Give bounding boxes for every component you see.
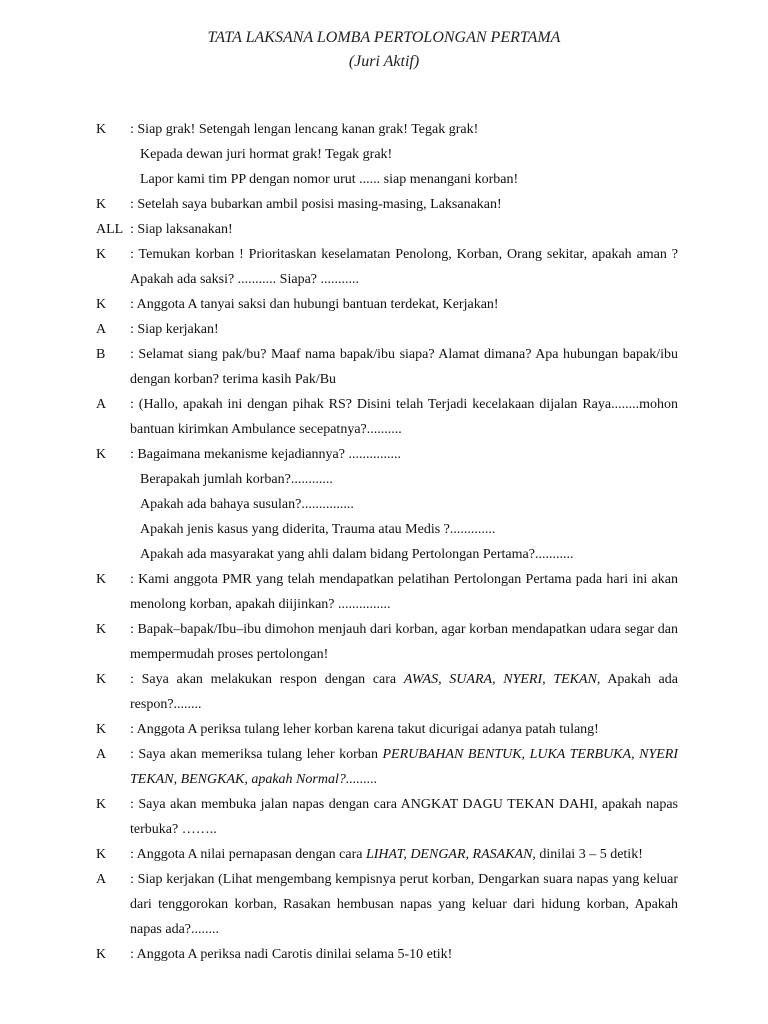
dialogue-line xyxy=(96,467,678,492)
dialogue-text-emphasis: PERUBAHAN BENTUK, LUKA TERBUKA, NYERI TEKAN, BENGKAK, apakah Normal?......... xyxy=(130,747,678,787)
dialogue-text xyxy=(130,792,678,842)
dialogue-line xyxy=(96,317,678,342)
dialogue-line xyxy=(96,842,678,867)
dialogue-text-run: : Temukan korban ! Prioritaskan keselamatan Penolong, Korban, Orang sekitar, apakah aman ? Apakah ada saksi? ........... Siapa? ........... xyxy=(130,247,678,287)
dialogue-line xyxy=(96,742,678,792)
dialogue-line xyxy=(96,492,678,517)
dialogue-text-run: : Anggota A tanyai saksi dan hubungi bantuan terdekat, Kerjakan! xyxy=(130,297,499,312)
dialogue-text xyxy=(130,317,678,342)
dialogue-text xyxy=(130,442,678,467)
dialogue-text xyxy=(130,467,678,492)
dialogue-text xyxy=(130,667,678,717)
dialogue-text-run: : Kami anggota PMR yang telah mendapatkan pelatihan Pertolongan Pertama pada hari ini akan menolong korban, apakah diijinkan? ............... xyxy=(130,572,678,612)
dialogue-text xyxy=(130,342,678,392)
dialogue-text-run: : Setelah saya bubarkan ambil posisi masing-masing, Laksanakan! xyxy=(130,197,502,212)
speaker-label: K xyxy=(96,947,107,962)
dialogue-text xyxy=(130,742,678,792)
dialogue-text xyxy=(130,392,678,442)
document-subtitle: (Juri Aktif) xyxy=(348,53,420,70)
dialogue-text-run: Kepada dewan juri hormat grak! Tegak grak! xyxy=(140,147,393,162)
dialogue-text-emphasis: LIHAT, DENGAR, RASAKAN xyxy=(365,847,533,862)
dialogue-line xyxy=(96,442,678,467)
speaker-label: K xyxy=(96,622,107,637)
dialogue-text-emphasis: AWAS, SUARA, NYERI, TEKAN, xyxy=(403,672,601,687)
dialogue-text-run: : Siap kerjakan (Lihat mengembang kempisnya perut korban, Dengarkan suara napas yang keluar dari tenggorokan korban, Rasakan hembusan napas yang keluar dari hidung korban, Apakah napas ada?........ xyxy=(130,872,678,937)
dialogue-line xyxy=(96,942,678,967)
dialogue-line xyxy=(96,117,678,142)
dialogue-text-run: : (Hallo, apakah ini dengan pihak RS? Disini telah Terjadi kecelakaan dijalan Raya........mohon bantuan kirimkan Ambulance secepatnya?.......... xyxy=(130,397,678,437)
dialogue-text-run: : Bapak–bapak/Ibu–ibu dimohon menjauh dari korban, agar korban mendapatkan udara segar dan mempermudah proses pertolongan! xyxy=(130,622,678,662)
dialogue-text xyxy=(130,517,678,542)
dialogue-text-run: : Bagaimana mekanisme kejadiannya? ............... xyxy=(130,447,401,462)
dialogue-text-run: : Anggota A periksa nadi Carotis dinilai selama 5-10 etik! xyxy=(130,947,453,962)
dialogue-text-run: : Saya akan memeriksa tulang leher korban xyxy=(130,747,383,762)
dialogue-text-run: : Siap laksanakan! xyxy=(130,222,233,237)
speaker-label: K xyxy=(96,722,107,737)
dialogue-line xyxy=(96,192,678,217)
dialogue-line xyxy=(96,717,678,742)
speaker-label: B xyxy=(96,347,106,362)
speaker-label: K xyxy=(96,847,107,862)
speaker-label: K xyxy=(96,797,107,812)
dialogue-text xyxy=(130,167,678,192)
speaker-label: K xyxy=(96,572,107,587)
dialogue-line xyxy=(96,392,678,442)
dialogue-text xyxy=(130,292,678,317)
dialogue-line xyxy=(96,867,678,942)
dialogue-line xyxy=(96,542,678,567)
dialogue-text-run: Apakah ada bahaya susulan?............... xyxy=(140,497,354,512)
dialogue-text-run: : Saya akan membuka jalan napas dengan cara ANGKAT DAGU TEKAN DAHI, apakah napas terbuka? …….. xyxy=(130,797,678,837)
dialogue-text-run: Apakah jenis kasus yang diderita, Trauma atau Medis ?............. xyxy=(140,522,496,537)
dialogue-text xyxy=(130,542,678,567)
dialogue-text-run: : Anggota A nilai pernapasan dengan cara xyxy=(130,847,366,862)
dialogue-text xyxy=(130,842,678,867)
dialogue-text-run: Lapor kami tim PP dengan nomor urut ...... siap menangani korban! xyxy=(140,172,519,187)
dialogue-line xyxy=(96,667,678,717)
speaker-label: A xyxy=(96,322,107,337)
dialogue-text-run: Apakah ada masyarakat yang ahli dalam bidang Pertolongan Pertama?........... xyxy=(140,547,574,562)
dialogue-text xyxy=(130,217,678,242)
speaker-label: K xyxy=(96,247,107,262)
speaker-label: K xyxy=(96,447,107,462)
dialogue-text xyxy=(130,717,678,742)
speaker-label: A xyxy=(96,397,107,412)
dialogue-text xyxy=(130,142,678,167)
dialogue-text xyxy=(130,492,678,517)
dialogue-text-run: : Siap kerjakan! xyxy=(130,322,219,337)
dialogue-text xyxy=(130,117,678,142)
dialogue-line xyxy=(96,292,678,317)
speaker-label: ALL xyxy=(96,222,124,237)
dialogue-text xyxy=(130,867,678,942)
dialogue-text xyxy=(130,942,678,967)
dialogue-line xyxy=(96,567,678,617)
dialogue-line xyxy=(96,792,678,842)
document-title: TATA LAKSANA LOMBA PERTOLONGAN PERTAMA xyxy=(207,29,561,46)
dialogue-text-run: : Selamat siang pak/bu? Maaf nama bapak/ibu siapa? Alamat dimana? Apa hubungan bapak/ibu dengan korban? terima kasih Pak/Bu xyxy=(130,347,678,387)
speaker-label: K xyxy=(96,197,107,212)
dialogue-line xyxy=(96,217,678,242)
dialogue-text xyxy=(130,192,678,217)
dialogue-list xyxy=(96,117,678,967)
speaker-label: K xyxy=(96,122,107,137)
dialogue-text-run: , dinilai 3 – 5 detik! xyxy=(532,847,643,862)
dialogue-text-run: Berapakah jumlah korban?............ xyxy=(140,472,333,487)
speaker-label: A xyxy=(96,747,107,762)
dialogue-line xyxy=(96,342,678,392)
dialogue-text-run: Apakah ada respon?........ xyxy=(130,672,678,712)
dialogue-text-run: : Saya akan melakukan respon dengan cara xyxy=(130,672,404,687)
dialogue-text xyxy=(130,567,678,617)
speaker-label: K xyxy=(96,672,107,687)
dialogue-line xyxy=(96,142,678,167)
dialogue-text-run: : Anggota A periksa tulang leher korban karena takut dicurigai adanya patah tulang! xyxy=(130,722,599,737)
speaker-label: K xyxy=(96,297,107,312)
dialogue-line xyxy=(96,167,678,192)
dialogue-text-run: : Siap grak! Setengah lengan lencang kanan grak! Tegak grak! xyxy=(130,122,479,137)
dialogue-text xyxy=(130,242,678,292)
dialogue-line xyxy=(96,242,678,292)
dialogue-line xyxy=(96,617,678,667)
speaker-label: A xyxy=(96,872,107,887)
dialogue-line xyxy=(96,517,678,542)
dialogue-text xyxy=(130,617,678,667)
